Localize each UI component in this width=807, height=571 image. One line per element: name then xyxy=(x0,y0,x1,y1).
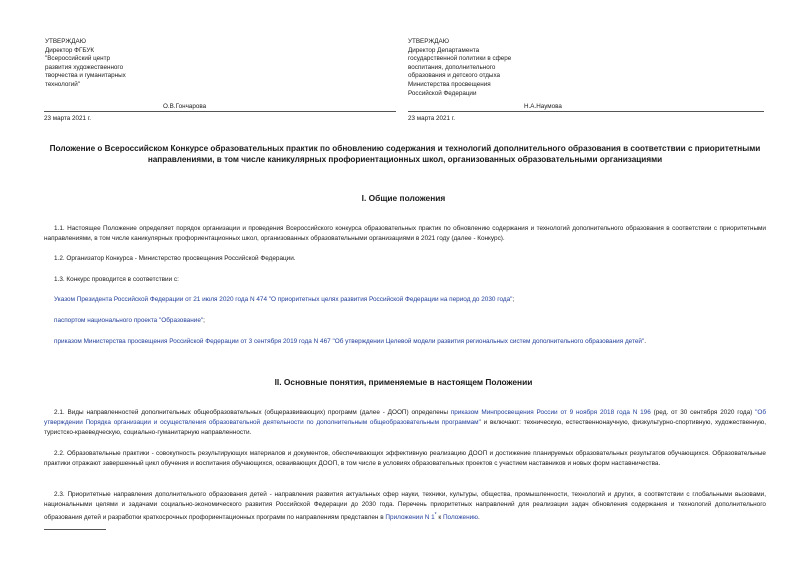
signature-rule-right xyxy=(408,111,764,112)
regulation-link[interactable]: Положению xyxy=(442,514,478,522)
approval-date-right: 23 марта 2021 г. xyxy=(408,115,456,122)
approval-line: образования и детского отдыха xyxy=(408,72,501,80)
ministry-order-link[interactable]: приказом Министерства просвещения Российской Федерации от 3 сентября 2019 года N 467 "Об утверждении Целевой модели развития региональных систем дополнительного образования детей" xyxy=(54,338,645,345)
signer-name-right: Н.А.Наумова xyxy=(524,103,562,110)
approval-line: государственной политики в сфере xyxy=(408,55,512,63)
paragraph-2-2: 2.2. Образовательные практики - совокупность результирующих материалов и документов, обеспечивающих эффективную реализацию ДООП и достижение планируемых образовательных результатов обучающихся. Образовательные практики отражают завершенный цикл обучения и воспитания обучающихся, осваивающих ДООП, в том числе в условиях образовательных проектов с участием наставников и новых форм наставничества. xyxy=(44,450,766,468)
approval-line: Директор ФГБУК xyxy=(45,46,95,54)
approval-heading: УТВЕРЖДАЮ xyxy=(408,38,450,45)
footnote-marker[interactable]: * xyxy=(434,512,437,519)
paragraph-2-3: 2.3. Приоритетные направления дополнительного образования детей - направления развития актуальных сфер науки, техники, культуры, общества, промышленности, технологий и других, в соответствии с глобальными вызовами, национальными целями и задачами социально-экономического развития Российской Федерации до 2030 года. Перечень приоритетных направлений для реализации задач обновления содержания и технологий дополнительного образования детей и разработки краткосрочных профориентационных программ по направлениям представлен в Приложении N 1* к Положению. xyxy=(44,491,766,522)
decree-link[interactable]: Указом Президента Российской Федерации от 21 июля 2020 года N 474 "О приоритетных целях развития Российской Федерации на период до 2030 года" xyxy=(54,296,513,303)
list-item: Указом Президента Российской Федерации от 21 июля 2020 года N 474 "О приоритетных целях развития Российской Федерации на период до 2030 года"; xyxy=(54,296,515,303)
approval-line: развития художественного xyxy=(45,63,124,71)
footnote-divider xyxy=(44,529,106,530)
approval-line: "Всероссийский центр xyxy=(45,55,111,63)
order-196-link[interactable]: приказом Минпросвещения России от 9 ноября 2018 года N 196 xyxy=(450,409,651,416)
section-heading: II. Основные понятия, применяемые в настоящем Положении xyxy=(274,377,533,387)
appendix-link[interactable]: Приложении N 1 xyxy=(385,514,435,522)
approval-block-right xyxy=(408,38,608,98)
approval-line: технологий" xyxy=(45,80,80,88)
approval-line: Министерства просвещения xyxy=(408,80,491,88)
paragraph-1-3: 1.3. Конкурс проводится в соответствии с: xyxy=(54,276,179,283)
section-heading: I. Общие положения xyxy=(361,193,446,203)
list-item: паспортом национального проекта "Образование"; xyxy=(54,317,205,324)
approval-line: воспитания, дополнительного xyxy=(408,63,496,71)
procedure-order-link[interactable]: "Об утверждении Порядка организации и осуществления образовательной деятельности по дополнительным общеобразовательным программам" xyxy=(44,409,766,427)
paragraph-1-1: 1.1. Настоящее Положение определяет порядок организации и проведения Всероссийского конкурса образовательных практик по обновлению содержания и технологий дополнительного образования в соответствии с приоритетными направлениями, в том числе каникулярных профориентационных школ, организованных образовательными организациями в 2021 году (далее - Конкурс). xyxy=(44,225,766,243)
approval-line: творчества и гуманитарных xyxy=(45,72,126,80)
signature-rule-left xyxy=(44,111,396,112)
document-title: Положение о Всероссийском Конкурсе образовательных практик по обновлению содержания и технологий дополнительного образования в соответствии с приоритетными направлениями, в том числе каникулярных профориентационных школ, организованных образовательными организациями xyxy=(49,144,761,165)
approval-date-left: 23 марта 2021 г. xyxy=(44,115,92,122)
approval-line: Директор Департамента xyxy=(408,46,480,54)
approval-line: Российской Федерации xyxy=(408,89,477,97)
signer-name-left: О.В.Гончарова xyxy=(163,103,207,110)
approval-block-left xyxy=(45,38,225,90)
paragraph-2-1: 2.1. Виды направленностей дополнительных общеобразовательных (общеразвивающих) программ (далее - ДООП) определены приказом Минпросвещения России от 9 ноября 2018 года N 196 (ред. от 30 сентября 2020 года) "Об утверждении Порядка организации и осуществления образовательной деятельности по дополнительным общеобразовательным программам" и включают: техническую, естественнонаучную, физкультурно-спортивную, художественную, туристско-краеведческую, социально-гуманитарную направленности. xyxy=(44,409,766,437)
national-project-link[interactable]: паспортом национального проекта "Образование" xyxy=(54,317,204,324)
approval-heading: УТВЕРЖДАЮ xyxy=(45,38,87,45)
paragraph-1-2: 1.2. Организатор Конкурса - Министерство просвещения Российской Федерации. xyxy=(54,255,296,262)
list-item: приказом Министерства просвещения Российской Федерации от 3 сентября 2019 года N 467 "Об утверждении Целевой модели развития региональных систем дополнительного образования детей". xyxy=(54,338,647,345)
